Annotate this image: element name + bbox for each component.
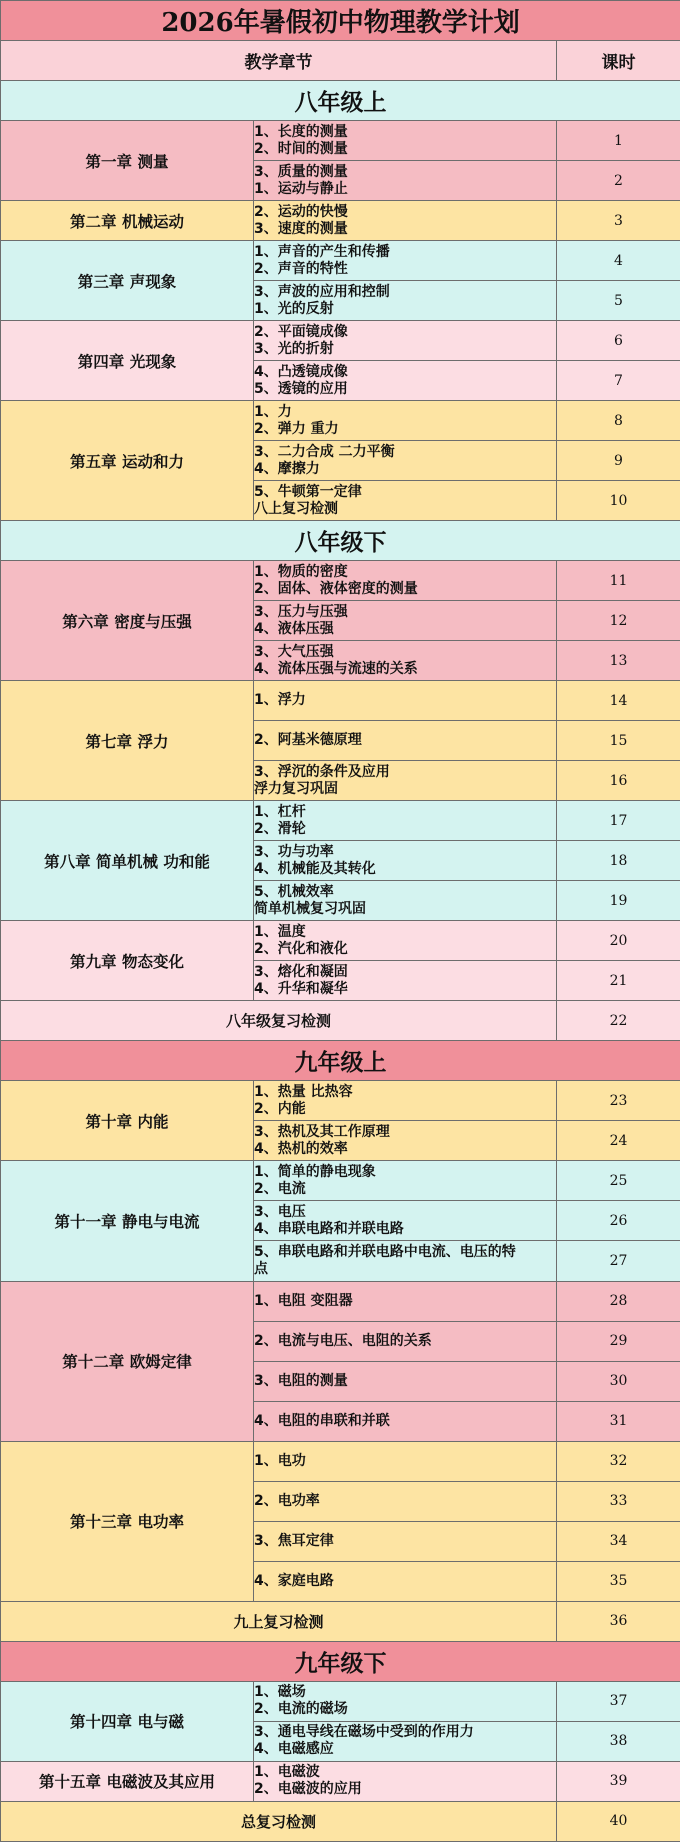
lesson-line: 3、电阻的测量	[254, 1372, 348, 1389]
lesson-line: 3、大气压强	[254, 643, 334, 660]
table-row	[1, 1161, 680, 1201]
class-hours: 38	[557, 1721, 680, 1761]
lesson-cell	[254, 1681, 557, 1721]
class-hours: 18	[557, 841, 680, 881]
class-hours: 33	[557, 1481, 680, 1521]
class-hours: 12	[557, 601, 680, 641]
lesson-cell	[254, 601, 557, 641]
lesson-line: 2、阿基米德原理	[254, 732, 362, 749]
chapter-name: 第十三章 电功率	[1, 1441, 254, 1601]
class-hours: 1	[557, 121, 680, 161]
lesson-line: 2、电磁波的应用	[254, 1781, 362, 1798]
lesson-cell	[254, 921, 557, 961]
lesson-cell	[254, 1241, 557, 1281]
grade-row	[1, 1041, 680, 1081]
lesson-cell	[254, 281, 557, 321]
lesson-line: 2、电功率	[254, 1492, 320, 1509]
lesson-line: 3、声波的应用和控制	[254, 283, 390, 300]
lesson-cell	[254, 1201, 557, 1241]
class-hours: 24	[557, 1121, 680, 1161]
lesson-line: 1、热量 比热容	[254, 1083, 353, 1100]
chapter-name: 第七章 浮力	[1, 681, 254, 801]
lesson-cell	[254, 121, 557, 161]
class-hours: 37	[557, 1681, 680, 1721]
lesson-line: 2、声音的特性	[254, 260, 348, 277]
class-hours: 29	[557, 1321, 680, 1361]
chapter-name: 第三章 声现象	[1, 241, 254, 321]
table-body	[1, 1, 680, 1842]
grade-row	[1, 521, 680, 561]
summary-row	[1, 1801, 680, 1841]
table-row	[1, 321, 680, 361]
class-hours: 14	[557, 681, 680, 721]
lesson-line: 八上复习检测	[254, 500, 338, 517]
lesson-cell	[254, 1521, 557, 1561]
lesson-line: 1、杠杆	[254, 803, 306, 820]
class-hours: 2	[557, 161, 680, 201]
lesson-line: 5、机械效率	[254, 883, 334, 900]
lesson-line: 1、力	[254, 403, 292, 420]
class-hours: 39	[557, 1761, 680, 1801]
lesson-line: 5、透镜的应用	[254, 380, 348, 397]
lesson-line: 3、光的折射	[254, 340, 334, 357]
lesson-cell	[254, 1121, 557, 1161]
lesson-line: 1、简单的静电现象	[254, 1163, 376, 1180]
grade-heading: 九年级上	[1, 1041, 680, 1081]
class-hours: 23	[557, 1081, 680, 1121]
lesson-line: 2、内能	[254, 1100, 306, 1117]
class-hours: 3	[557, 201, 680, 241]
lesson-cell	[254, 201, 557, 241]
lesson-line: 3、熔化和凝固	[254, 963, 348, 980]
lesson-line: 3、质量的测量	[254, 163, 348, 180]
lesson-cell	[254, 1401, 557, 1441]
lesson-cell	[254, 561, 557, 601]
lesson-line: 3、热机及其工作原理	[254, 1123, 390, 1140]
table-row	[1, 1681, 680, 1721]
lesson-line: 4、热机的效率	[254, 1140, 348, 1157]
lesson-cell	[254, 1561, 557, 1601]
chapter-name: 第六章 密度与压强	[1, 561, 254, 681]
grade-heading: 八年级下	[1, 521, 680, 561]
table-row	[1, 401, 680, 441]
lesson-line: 3、电压	[254, 1203, 306, 1220]
chapter-name: 第九章 物态变化	[1, 921, 254, 1001]
lesson-cell	[254, 1281, 557, 1321]
lesson-line: 1、浮力	[254, 692, 306, 709]
lesson-line: 4、摩擦力	[254, 460, 320, 477]
grade-heading: 八年级上	[1, 81, 680, 121]
lesson-cell	[254, 161, 557, 201]
lesson-cell	[254, 1721, 557, 1761]
class-hours: 32	[557, 1441, 680, 1481]
lesson-line: 4、电磁感应	[254, 1741, 334, 1758]
class-hours: 26	[557, 1201, 680, 1241]
lesson-line: 2、汽化和液化	[254, 940, 348, 957]
chapter-name: 第十五章 电磁波及其应用	[1, 1761, 254, 1801]
lesson-cell	[254, 241, 557, 281]
class-hours: 30	[557, 1361, 680, 1401]
class-hours: 40	[557, 1801, 680, 1841]
chapter-name: 第二章 机械运动	[1, 201, 254, 241]
lesson-line: 3、通电导线在磁场中受到的作用力	[254, 1724, 474, 1741]
class-hours: 35	[557, 1561, 680, 1601]
class-hours: 6	[557, 321, 680, 361]
lesson-line: 4、电阻的串联和并联	[254, 1412, 390, 1429]
lesson-line: 1、运动与静止	[254, 180, 348, 197]
chapter-name: 第八章 简单机械 功和能	[1, 801, 254, 921]
class-hours: 22	[557, 1001, 680, 1041]
review-label: 九上复习检测	[1, 1601, 557, 1641]
class-hours: 16	[557, 761, 680, 801]
lesson-line: 4、凸透镜成像	[254, 363, 348, 380]
lesson-line: 3、功与功率	[254, 843, 334, 860]
lesson-line: 4、升华和凝华	[254, 980, 348, 997]
class-hours: 9	[557, 441, 680, 481]
lesson-line: 3、压力与压强	[254, 603, 348, 620]
lesson-line: 1、物质的密度	[254, 563, 348, 580]
lesson-line: 2、平面镜成像	[254, 323, 348, 340]
lesson-line: 4、机械能及其转化	[254, 860, 376, 877]
lesson-line: 1、磁场	[254, 1684, 306, 1701]
class-hours: 25	[557, 1161, 680, 1201]
table-row	[1, 1081, 680, 1121]
lesson-line: 1、声音的产生和传播	[254, 243, 390, 260]
lesson-line: 5、串联电路和并联电路中电流、电压的特	[254, 1243, 516, 1260]
lesson-cell	[254, 1361, 557, 1401]
header-section: 教学章节	[1, 41, 557, 81]
lesson-cell	[254, 721, 557, 761]
table-row	[1, 121, 680, 161]
lesson-line: 2、弹力 重力	[254, 420, 339, 437]
review-label: 总复习检测	[1, 1801, 557, 1841]
lesson-line: 1、光的反射	[254, 300, 334, 317]
lesson-cell	[254, 761, 557, 801]
lesson-cell	[254, 841, 557, 881]
chapter-name: 第十章 内能	[1, 1081, 254, 1161]
lesson-cell	[254, 1081, 557, 1121]
lesson-line: 1、温度	[254, 923, 306, 940]
lesson-cell	[254, 441, 557, 481]
table-row	[1, 241, 680, 281]
lesson-line: 点	[254, 1260, 268, 1277]
class-hours: 7	[557, 361, 680, 401]
lesson-line: 4、液体压强	[254, 620, 334, 637]
summary-row	[1, 1601, 680, 1641]
lesson-line: 2、电流的磁场	[254, 1701, 348, 1718]
lesson-cell	[254, 1161, 557, 1201]
class-hours: 19	[557, 881, 680, 921]
class-hours: 27	[557, 1241, 680, 1281]
lesson-line: 2、电流与电压、电阻的关系	[254, 1332, 432, 1349]
lesson-line: 浮力复习巩固	[254, 780, 338, 797]
class-hours: 28	[557, 1281, 680, 1321]
lesson-cell	[254, 361, 557, 401]
table-row	[1, 1281, 680, 1321]
table-row	[1, 1761, 680, 1801]
class-hours: 4	[557, 241, 680, 281]
title-row	[1, 1, 680, 41]
lesson-line: 4、流体压强与流速的关系	[254, 660, 418, 677]
lesson-cell	[254, 1761, 557, 1801]
summary-row	[1, 1001, 680, 1041]
table-row	[1, 681, 680, 721]
lesson-line: 3、速度的测量	[254, 220, 348, 237]
chapter-name: 第五章 运动和力	[1, 401, 254, 521]
lesson-line: 4、家庭电路	[254, 1572, 334, 1589]
lesson-line: 2、时间的测量	[254, 140, 348, 157]
page-title: 2026年暑假初中物理教学计划	[1, 1, 680, 41]
class-hours: 5	[557, 281, 680, 321]
chapter-name: 第十一章 静电与电流	[1, 1161, 254, 1281]
class-hours: 34	[557, 1521, 680, 1561]
class-hours: 31	[557, 1401, 680, 1441]
lesson-line: 3、二力合成 二力平衡	[254, 443, 395, 460]
class-hours: 20	[557, 921, 680, 961]
lesson-cell	[254, 481, 557, 521]
chapter-name: 第一章 测量	[1, 121, 254, 201]
class-hours: 17	[557, 801, 680, 841]
lesson-cell	[254, 1481, 557, 1521]
table-row	[1, 201, 680, 241]
grade-heading: 九年级下	[1, 1641, 680, 1681]
class-hours: 15	[557, 721, 680, 761]
lesson-line: 1、电阻 变阻器	[254, 1292, 353, 1309]
lesson-line: 2、固体、液体密度的测量	[254, 580, 418, 597]
lesson-cell	[254, 641, 557, 681]
header-hours: 课时	[557, 41, 680, 81]
lesson-cell	[254, 881, 557, 921]
lesson-line: 1、电磁波	[254, 1764, 320, 1781]
lesson-cell	[254, 401, 557, 441]
lesson-line: 2、滑轮	[254, 820, 306, 837]
lesson-line: 1、长度的测量	[254, 123, 348, 140]
lesson-cell	[254, 961, 557, 1001]
grade-row	[1, 1641, 680, 1681]
lesson-line: 简单机械复习巩固	[254, 900, 366, 917]
header-row	[1, 41, 680, 81]
lesson-cell	[254, 1321, 557, 1361]
chapter-name: 第四章 光现象	[1, 321, 254, 401]
class-hours: 21	[557, 961, 680, 1001]
lesson-line: 1、电功	[254, 1452, 306, 1469]
review-label: 八年级复习检测	[1, 1001, 557, 1041]
lesson-line: 2、运动的快慢	[254, 203, 348, 220]
lesson-cell	[254, 681, 557, 721]
class-hours: 13	[557, 641, 680, 681]
lesson-cell	[254, 801, 557, 841]
lesson-line: 2、电流	[254, 1180, 306, 1197]
lesson-cell	[254, 1441, 557, 1481]
lesson-line: 3、浮沉的条件及应用	[254, 763, 390, 780]
grade-row	[1, 81, 680, 121]
class-hours: 11	[557, 561, 680, 601]
lesson-line: 5、牛顿第一定律	[254, 483, 362, 500]
table-row	[1, 921, 680, 961]
lesson-line: 3、焦耳定律	[254, 1532, 334, 1549]
class-hours: 8	[557, 401, 680, 441]
chapter-name: 第十四章 电与磁	[1, 1681, 254, 1761]
lesson-cell	[254, 321, 557, 361]
table-row	[1, 561, 680, 601]
chapter-name: 第十二章 欧姆定律	[1, 1281, 254, 1441]
table-row	[1, 1441, 680, 1481]
class-hours: 10	[557, 481, 680, 521]
class-hours: 36	[557, 1601, 680, 1641]
table-row	[1, 801, 680, 841]
lesson-line: 4、串联电路和并联电路	[254, 1220, 404, 1237]
